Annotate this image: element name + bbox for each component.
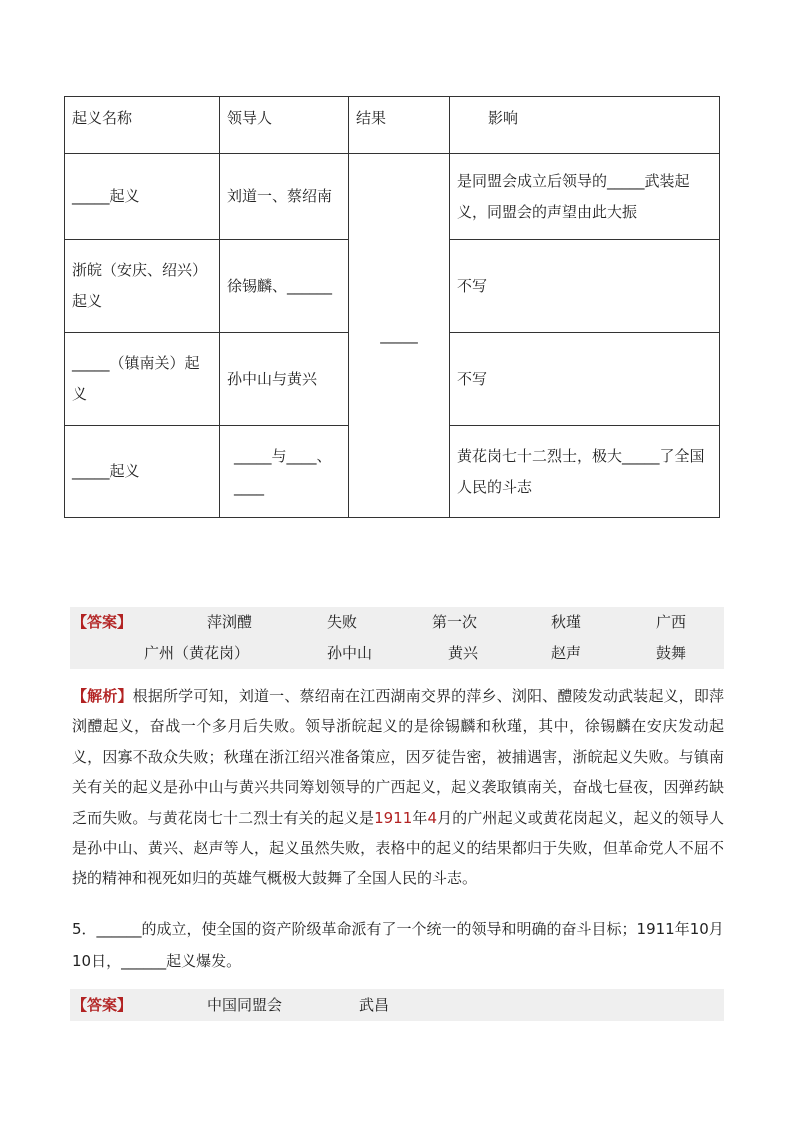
cell-name: _____（镇南关）起义 [65,333,220,426]
header-result: 结果 [349,97,450,154]
explanation-year: 1911 [374,808,413,827]
answer-item: 广西 [656,613,687,631]
explanation-text: 月的广州起义或黄花岗起义，起义的领导人是孙中山、黄兴、赵声等人，起义虽然失败，表格中的起义的结果都归于失败，但革命党人不屈不挠的精神和视死如归的英雄气概极大鼓舞了全国人民的斗志。 [72,808,724,888]
answer-block-2 [70,989,724,1021]
explanation-text: 年 [412,808,428,827]
explanation-text: 根据所学可知，刘道一、蔡绍南在江西湖南交界的萍乡、浏阳、醴陵发动武装起义，即萍浏醴起义，奋战一个多月后失败。领导浙皖起义的是徐锡麟和秋瑾，其中，徐锡麟在安庆发动起义，因寡不敌众失败；秋瑾在浙江绍兴准备策应，因歹徒告密，被捕遇害，浙皖起义失败。与镇南关有关的起义是孙中山与黄兴共同筹划领导的广西起义，起义袭取镇南关，奋战七昼夜，因弹药缺乏而失败。与黄花岗七十二烈士有关的起义是 [72,687,724,827]
explanation-tag: 【解析】 [72,687,133,705]
cell-leaders: 刘道一、蔡绍南 [220,154,349,240]
answer-item: 孙中山 [327,644,373,662]
explanation-paragraph [72,681,724,894]
cell-result-merged: _____ [349,154,450,518]
cell-leaders: 孙中山与黄兴 [220,333,349,426]
cell-leaders: _____与____、____ [220,426,349,518]
cell-leaders: 徐锡麟、______ [220,240,349,333]
answer-item: 萍浏醴 [207,613,253,631]
answer-item: 广州（黄花岗） [144,644,250,662]
cell-impact: 不写 [450,240,720,333]
answer-item: 鼓舞 [656,644,687,662]
answer-item: 第一次 [432,613,478,631]
cell-impact: 黄花岗七十二烈士，极大_____了全国人民的斗志 [450,426,720,518]
answer-item: 秋瑾 [551,613,582,631]
header-impact: 影响 [450,97,720,154]
answer-item: 失败 [327,613,358,631]
answer-item: 武昌 [359,996,390,1014]
explanation-month: 4 [427,808,438,827]
header-leaders: 领导人 [220,97,349,154]
answer-tag: 【答案】 [72,996,133,1014]
table-header-row [65,97,720,154]
answer-tag: 【答案】 [72,613,133,631]
cell-name: _____起义 [65,426,220,518]
answer-item: 黄兴 [448,644,479,662]
cell-name: _____起义 [65,154,220,240]
uprisings-table [64,96,720,518]
answer-item: 中国同盟会 [207,996,283,1014]
answer-item: 赵声 [551,644,582,662]
table-row [65,154,720,240]
cell-impact: 是同盟会成立后领导的_____武装起义，同盟会的声望由此大振 [450,154,720,240]
header-name: 起义名称 [65,97,220,154]
cell-impact: 不写 [450,333,720,426]
question-5: 5．______的成立，使全国的资产阶级革命派有了一个统一的领导和明确的奋斗目标；1911年10月10日，______起义爆发。 [72,920,724,970]
cell-name: 浙皖（安庆、绍兴）起义 [65,240,220,333]
